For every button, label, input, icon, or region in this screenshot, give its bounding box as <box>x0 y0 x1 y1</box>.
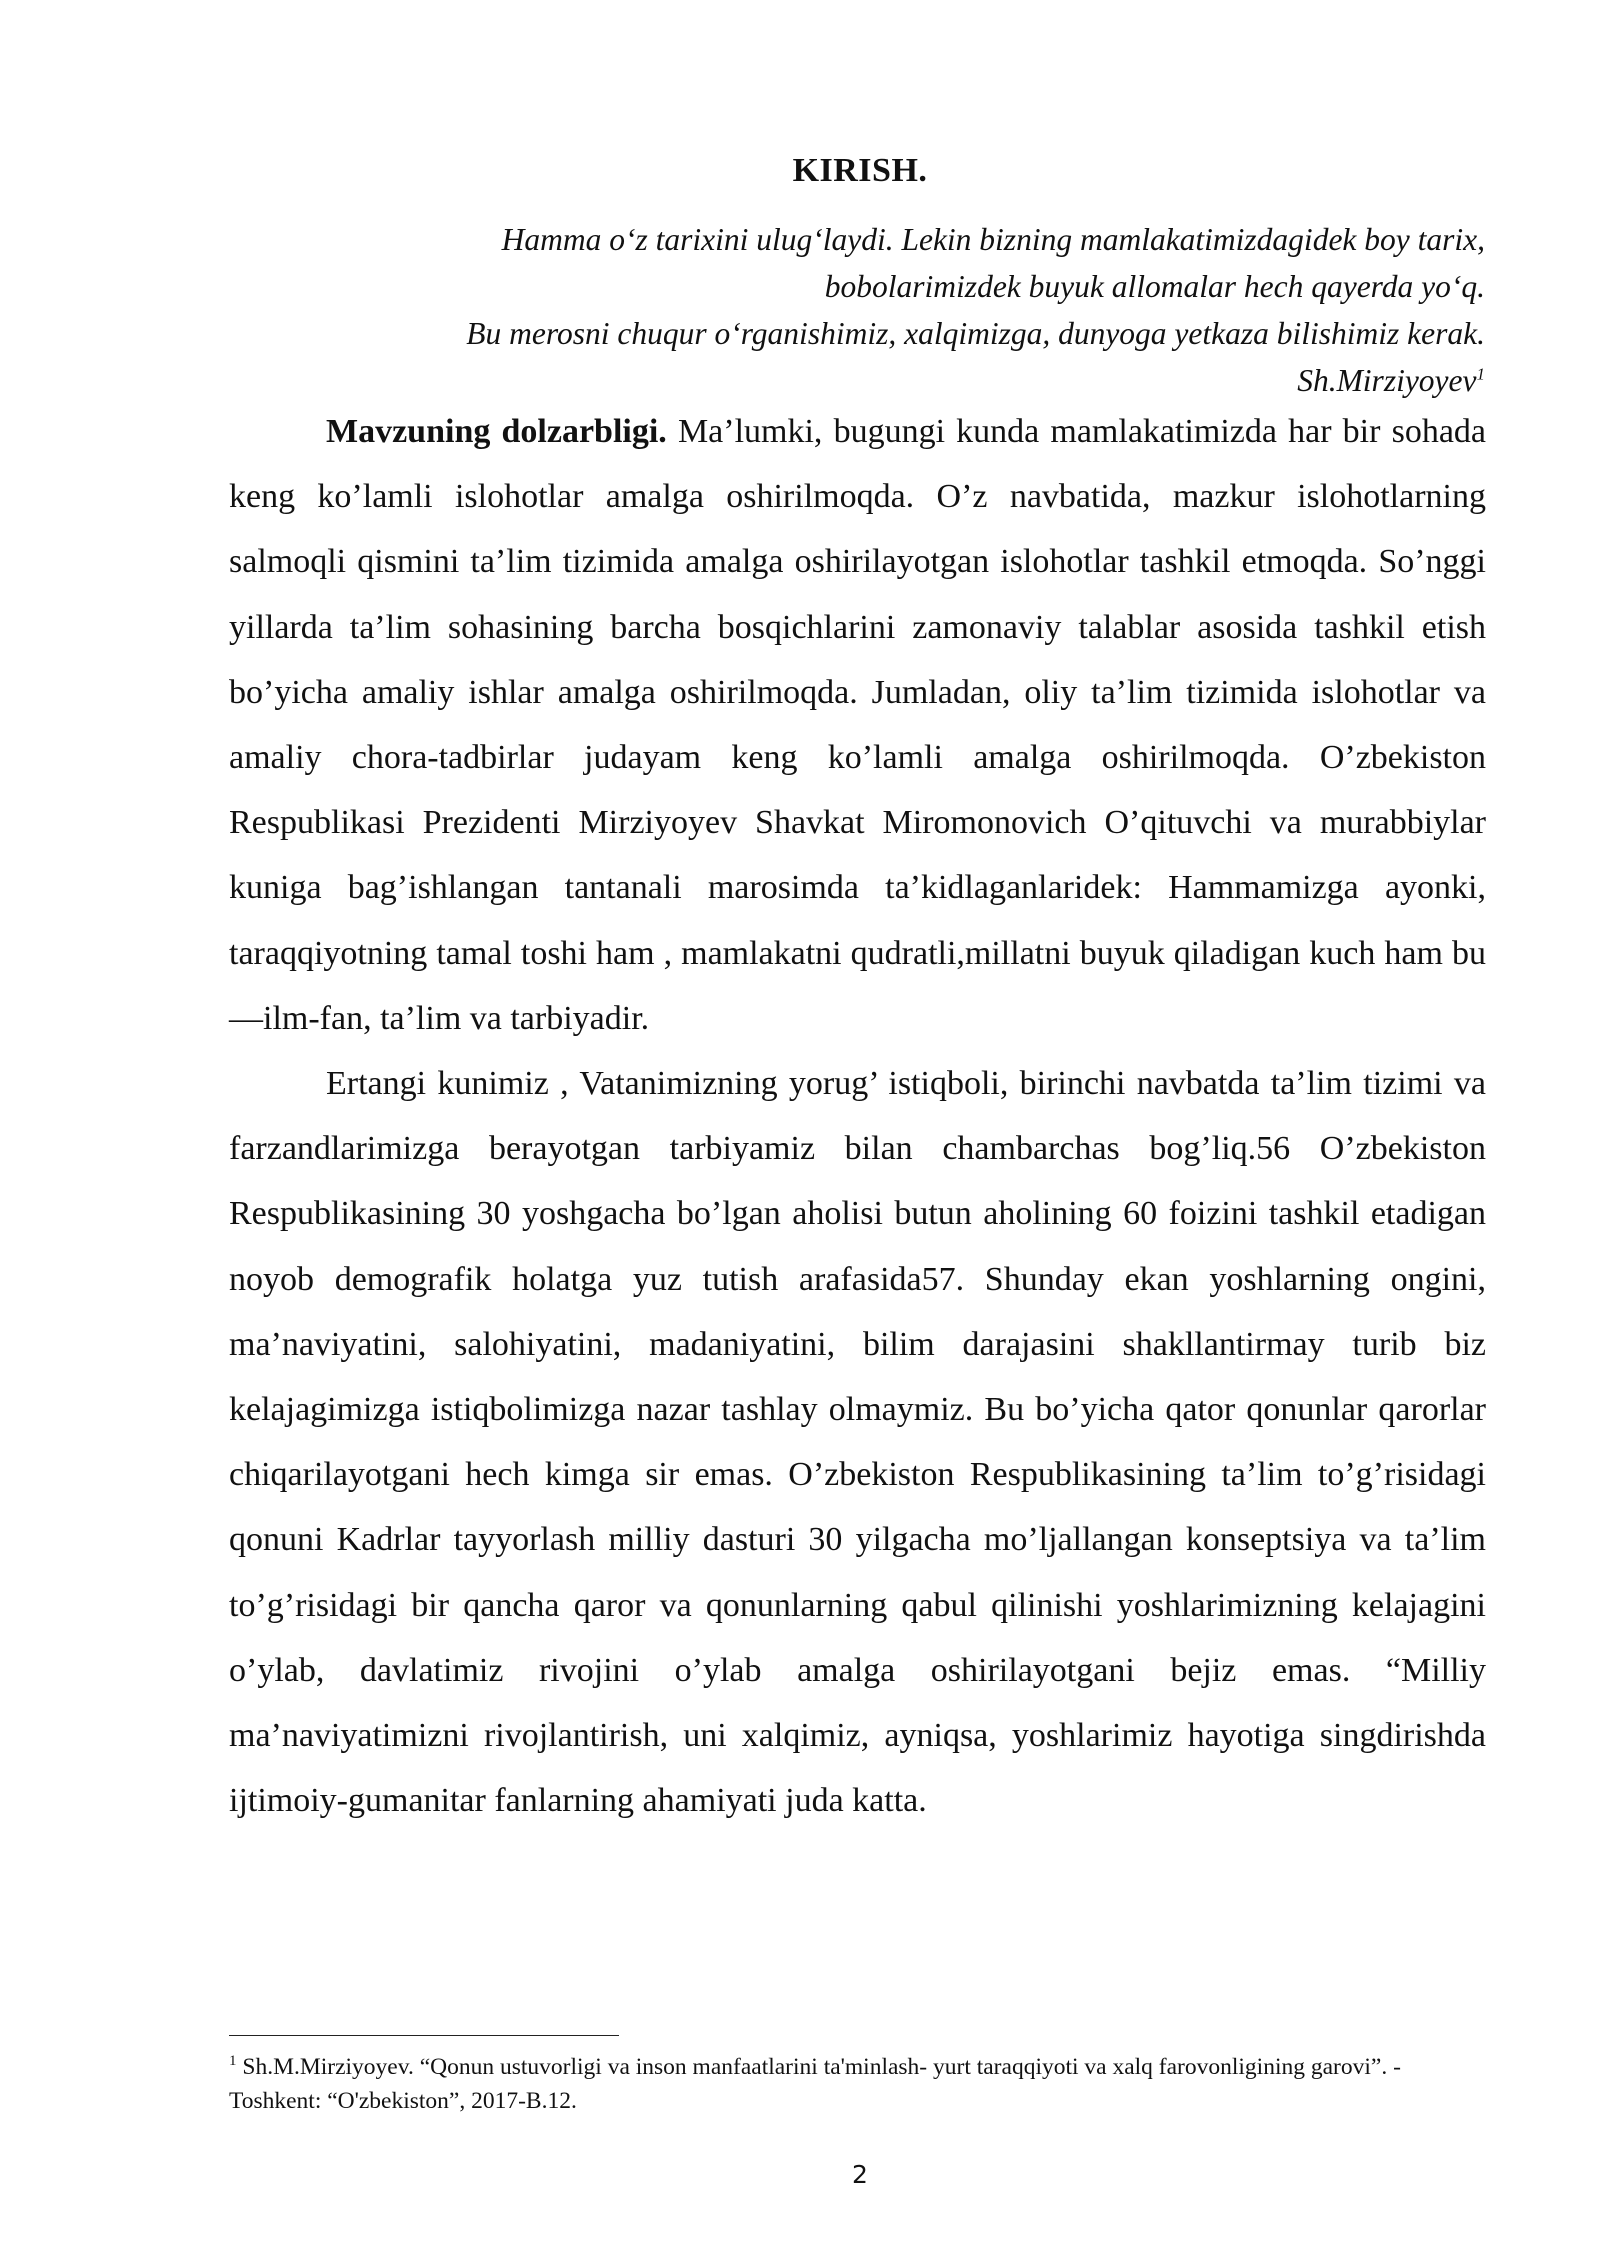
epigraph-line: Hamma o‘z tarixini ulug‘laydi. Lekin bizning mamlakatimizdagidek boy tarix, <box>501 222 1485 257</box>
footnote-text: Sh.M.Mirziyoyev. “Qonun ustuvorligi va inson manfaatlarini ta'minlash- yurt taraqqiyoti va xalq farovonligining garovi”. -Toshkent: “O'zbekiston”, 2017-B.12. <box>229 2054 1401 2114</box>
epigraph <box>230 216 1485 404</box>
epigraph-author-name: Sh.Mirziyoyev <box>1297 363 1477 398</box>
footnote <box>229 2050 1486 2118</box>
paragraph <box>229 1051 1486 1833</box>
section-lead: Mavzuning dolzarbligi. <box>326 413 667 450</box>
footnote-separator <box>229 2035 619 2036</box>
paragraph <box>229 399 1486 1051</box>
paragraph-text: Ma’lumki, bugungi kunda mamlakatimizda har bir sohada keng ko’lamli islohotlar amalga oshirilmoqda. O’z navbatida, mazkur islohotlarning salmoqli qismini ta’lim tizimida amalga oshirilayotgan islohotlar tashkil etmoqda. So’nggi yillarda ta’lim sohasining barcha bosqichlarini zamonaviy talablar asosida tashkil etish bo’yicha amaliy ishlar amalga oshirilmoqda. Jumladan, oliy ta’lim tizimida islohotlar va amaliy chora-tadbirlar judayam keng ko’lamli amalga oshirilmoqda. O’zbekiston Respublikasi Prezidenti Mirziyoyev Shavkat Miromonovich O’qituvchi va murabbiylar kuniga bag’ishlangan tantanali marosimda ta’kidlaganlaridek: Hammamizga ayonki, taraqqiyotning tamal toshi ham , mamlakatni qudratli,millatni buyuk qiladigan kuch ham bu—ilm-fan, ta’lim va tarbiyadir. <box>229 413 1487 1037</box>
epigraph-line: bobolarimizdek buyuk allomalar hech qayerda yo‘q. <box>824 269 1485 304</box>
body-text <box>229 399 1486 1833</box>
footnote-reference[interactable]: 1 <box>1476 364 1485 384</box>
page-number: 2 <box>852 2160 868 2189</box>
epigraph-author <box>230 357 1485 404</box>
footnote-number: 1 <box>229 2053 237 2070</box>
paragraph-text: Ertangi kunimiz , Vatanimizning yorug’ istiqboli, birinchi navbatda ta’lim tizimi va farzandlarimizga berayotgan tarbiyamiz bilan chambarchas bog’liq.56 O’zbekiston Respublikasining 30 yoshgacha bo’lgan aholisi butun aholining 60 foizini tashkil etadigan noyob demografik holatga yuz tutish arafasida57. Shunday ekan yoshlarning ongini, ma’naviyatini, salohiyatini, madaniyatini, bilim darajasini shakllantirmay turib biz kelajagimizga istiqbolimizga nazar tashlay olmaymiz. Bu bo’yicha qator qonunlar qarorlar chiqarilayotgani hech kimga sir emas. O’zbekiston Respublikasining ta’lim to’g’risidagi qonuni Kadrlar tayyorlash milliy dasturi 30 yilgacha mo’ljallangan konseptsiya va ta’lim to’g’risidagi bir qancha qaror va qonunlarning qabul qilinishi yoshlarimizning kelajagini o’ylab, davlatimiz rivojini o’ylab amalga oshirilayotgani bejiz emas. “Milliy ma’naviyatimizni rivojlantirish, uni xalqimiz, ayniqsa, yoshlarimiz hayotiga singdirishda ijtimoiy-gumanitar fanlarning ahamiyati juda katta. <box>229 1065 1486 1820</box>
epigraph-line: Bu merosni chuqur o‘rganishimiz, xalqimizga, dunyoga yetkaza bilishimiz kerak. <box>466 316 1485 351</box>
page-title: KIRISH. <box>792 152 928 189</box>
